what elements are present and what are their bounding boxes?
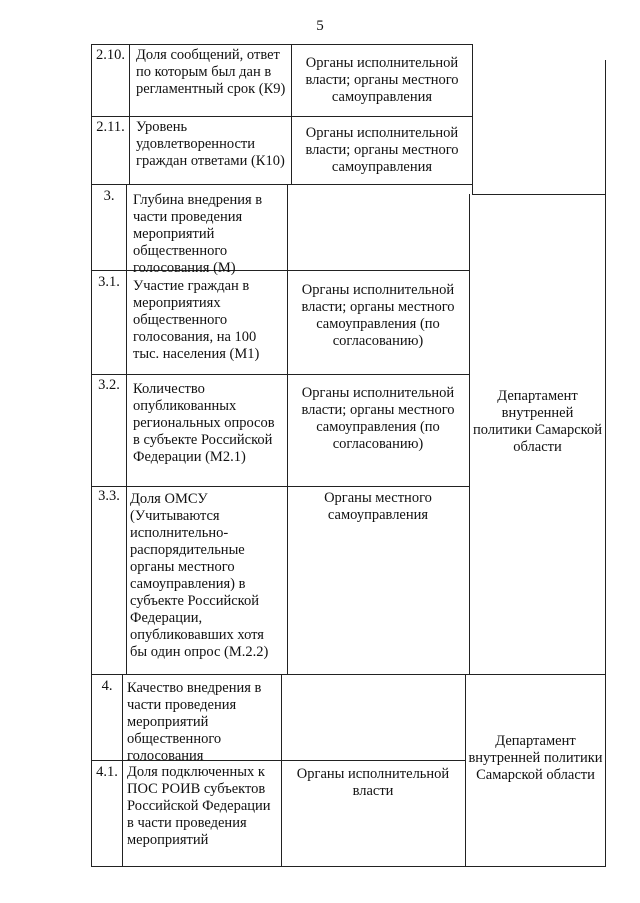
row-border (91, 674, 606, 675)
row-border (91, 184, 473, 185)
row-number: 3. (103, 188, 115, 204)
indicator-name: Качество внедрения в части проведения мероприятий общественного голосования (127, 680, 262, 764)
row-border (91, 866, 606, 867)
row-number: 3.1. (98, 274, 120, 290)
responsible-org: Органы исполнительной власти (296, 766, 450, 799)
indicator-name: Количество опубликованных региональных опросов в субъекте Российской Федерации (М2.1) (133, 381, 275, 465)
responsible-org: Органы исполнительной власти; органы местного самоуправления (305, 125, 459, 175)
page-number: 5 (316, 18, 324, 34)
row-number: 3.2. (98, 377, 120, 393)
row-border (91, 486, 469, 487)
row-number: 4. (101, 678, 113, 694)
row-border (472, 194, 606, 195)
row-border (91, 44, 473, 45)
table-divider-num (126, 184, 127, 674)
table-border-right (605, 60, 606, 866)
department-name: Департамент внутренней политики Самарской области (473, 388, 602, 455)
indicator-name: Доля ОМСУ (Учитываются исполнительно-распорядительные органы местного самоуправления) в субъекте Российской Федерации, опубликовавших хотя бы один опрос (М.2.2) (130, 491, 269, 660)
table-border-left (91, 44, 92, 866)
indicator-name: Доля сообщений, ответ по которым был дан в регламентный срок (К9) (136, 47, 286, 97)
indicator-name: Уровень удовлетворенности граждан ответами (К10) (136, 119, 285, 169)
table-divider-indicator (291, 44, 292, 184)
row-number: 2.10. (96, 47, 125, 63)
table-divider-num (122, 674, 123, 866)
department-name: Департамент внутренней политики Самарской области (468, 733, 603, 783)
responsible-org: Органы местного самоуправления (324, 490, 432, 523)
row-border (91, 374, 469, 375)
row-border (91, 116, 473, 117)
table-divider-org (465, 674, 466, 866)
table-divider-org (469, 194, 470, 674)
indicator-name: Участие граждан в мероприятиях общественного голосования, на 100 тыс. населения (М1) (133, 278, 260, 362)
indicator-name: Глубина внедрения в части проведения мероприятий общественного голосования (М) (133, 192, 263, 276)
table-divider-num (129, 44, 130, 184)
responsible-org: Органы исполнительной власти; органы местного самоуправления (по согласованию) (301, 282, 455, 349)
responsible-org: Органы исполнительной власти; органы местного самоуправления (305, 55, 459, 105)
responsible-org: Органы исполнительной власти; органы местного самоуправления (по согласованию) (301, 385, 455, 452)
table-divider-org (472, 44, 473, 194)
indicator-name: Доля подключенных к ПОС РОИВ субъектов Российской Федерации в части проведения мероприятий (127, 764, 271, 848)
table-divider-indicator (287, 184, 288, 674)
row-number: 3.3. (98, 488, 120, 504)
row-number: 4.1. (96, 764, 118, 780)
row-number: 2.11. (96, 119, 125, 135)
table-divider-indicator (281, 674, 282, 866)
